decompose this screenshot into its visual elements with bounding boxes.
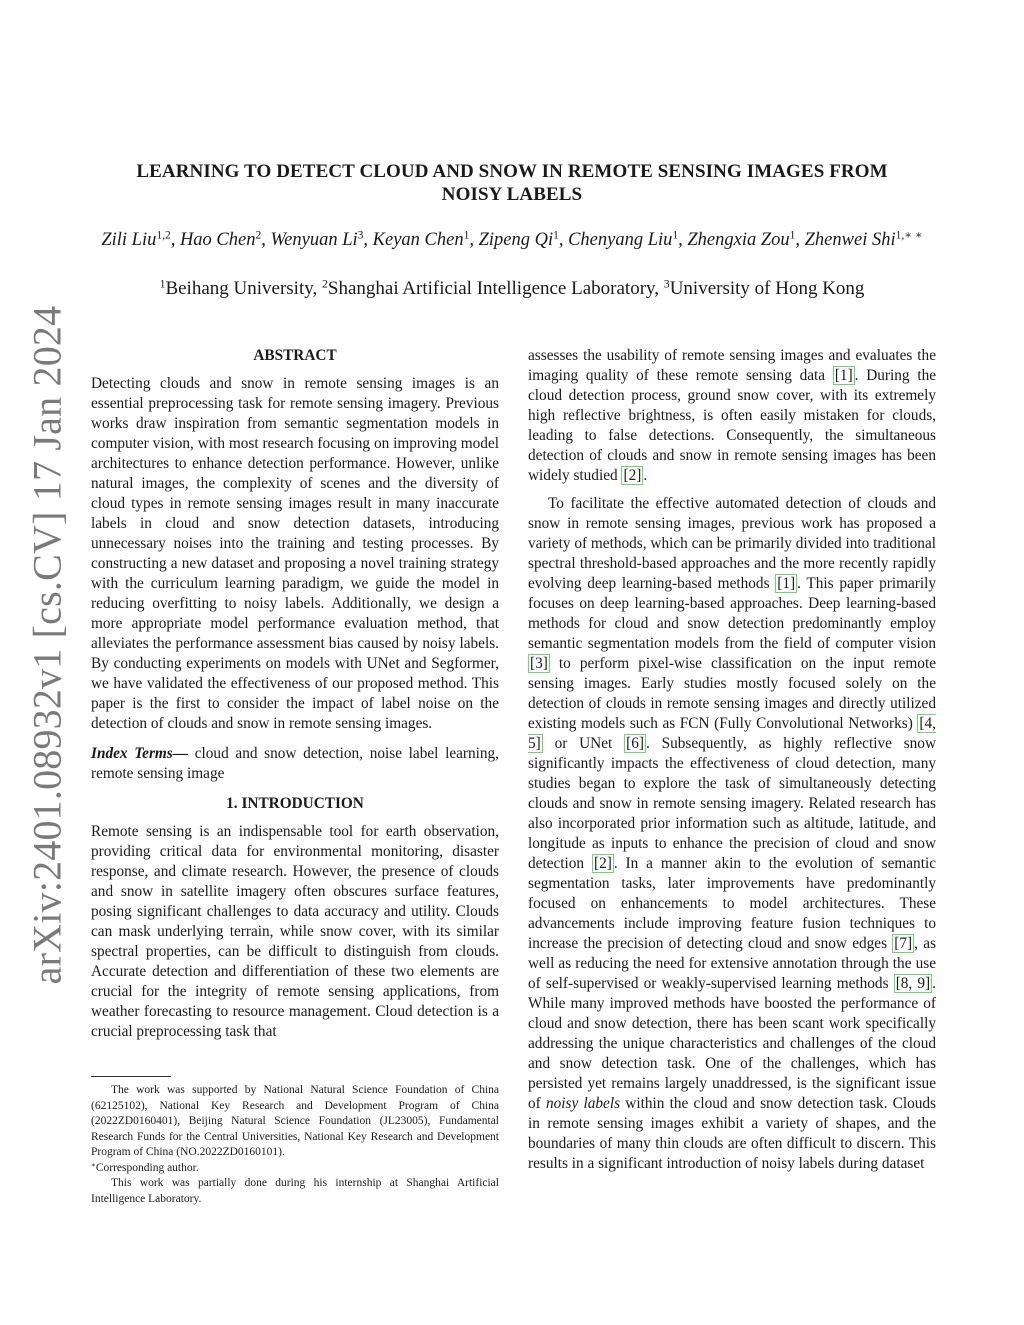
citation-link[interactable]: [4, 5] — [528, 715, 936, 752]
citation-link[interactable]: [1] — [834, 367, 853, 384]
abstract-heading: ABSTRACT — [253, 347, 337, 364]
citation-link[interactable]: [8, 9] — [895, 975, 931, 992]
index-terms — [91, 744, 499, 784]
citation-link[interactable]: [6] — [626, 735, 644, 752]
author: Zhenwei Shi$^{1,∗ ∗}$ — [804, 229, 923, 250]
affiliation: $^3$University of Hong Kong — [663, 277, 865, 299]
author: Hao Chen$^2$, — [179, 229, 271, 250]
author: Keyan Chen$^1$, — [372, 229, 479, 250]
intro-paragraph-1: Remote sensing is an indispensable tool for earth observation, providing critical data for environmental monitoring, disaster response, and climate research. However, the presence of clouds and snow in satellite imagery often obscures surface features, posing significant challenges to data accuracy and utility. Clouds can mask underlying terrain, while snow cover, with its similar spectral properties, can be difficult to distinguish from clouds. Accurate detection and differentiation of these two elements are crucial for the integrity of remote sensing applications, from weather forecasting to resource management. Cloud detection is a crucial preprocessing task that — [91, 823, 499, 1040]
introduction-heading: 1. INTRODUCTION — [226, 795, 364, 812]
title-line-2: NOISY LABELS — [441, 184, 583, 205]
emphasis-noisy-labels: noisy labels — [545, 1095, 621, 1112]
author: Chenyang Liu$^1$, — [568, 229, 688, 250]
author: Zili Liu$^{1,2}$, — [101, 229, 180, 250]
corresponding-footnote: ∗Corresponding author. — [91, 1160, 199, 1174]
right-column — [528, 346, 936, 1174]
citation-link[interactable]: [2] — [623, 467, 642, 484]
footnote-rule — [91, 1076, 171, 1077]
affiliation: $^1$Beihang University, — [159, 277, 322, 299]
paper-title — [110, 160, 914, 206]
funding-footnote: The work was supported by National Natural Science Foundation of China (62125102), National Key Research and Development Program of China (2022ZD0160401), Beijing Natural Science Foundation (JL23005), Fundamental Research Funds for the Central Universities, National Key Research and Development Program of China (NO.2022ZD0160101). — [91, 1084, 499, 1158]
abstract-text: Detecting clouds and snow in remote sensing images is an essential preprocessing task for remote sensing imagery. Previous works draw inspiration from semantic segmentation models in computer vision, with most research focusing on improving model architectures to enhance detection performance. However, unlike natural images, the complexity of scenes and the diversity of cloud types in remote sensing images result in many inaccurate labels in cloud and snow detection datasets, introducing unnecessary noises into the training and testing processes. By constructing a new dataset and proposing a novel training strategy with the curriculum learning paradigm, we guide the model in reducing overfitting to noisy labels. Additionally, we design a more appropriate model performance evaluation method, that alleviates the performance assessment bias caused by noisy labels. By conducting experiments on models with UNet and Segformer, we have validated the effectiveness of our proposed method. This paper is the first to consider the impact of label noise on the detection of clouds and snow in remote sensing images. — [91, 375, 499, 732]
citation-link[interactable]: [1] — [777, 575, 796, 592]
author-list — [40, 230, 984, 251]
footnotes — [91, 1076, 499, 1207]
citation-link[interactable]: [7] — [894, 935, 913, 952]
author: Zipeng Qi$^1$, — [478, 229, 569, 250]
affiliation: $^2$Shanghai Artificial Intelligence Laboratory, — [322, 277, 664, 299]
intro-paragraph-3: To facilitate the effective automated detection of clouds and snow in remote sensing images, previous work has proposed a variety of methods, which can be primarily divided into traditional spectral threshold-based approaches and the more recently rapidly evolving deep learning-based methods [1] . This paper primarily focuses on deep learning-based approaches. Deep learning-based methods for cloud and snow detection predominantly employ semantic segmentation models from the field of computer vision [3] to perform pixel-wise classification on the input remote sensing images. Early studies mostly focused solely on the detection of clouds in remote sensing images and directly utilized existing models such as FCN (Fully Convolutional Networks) [4, 5] or UNet [6] . Subsequently, as highly reflective snow significantly impacts the effectiveness of cloud detection, many studies began to explore the task of simultaneously detecting clouds and snow in remote sensing imagery. Related research has also incorporated prior information such as altitude, latitude, and longitude as inputs to enhance the precision of cloud and snow detection [2] . In a manner akin to the evolution of semantic segmentation tasks, later improvements have predominantly focused on enhancements to model architectures. These advancements include improving feature fusion techniques to increase the precision of detecting cloud and snow edges [7] , as well as reducing the need for extensive annotation through the use of self-supervised or weakly-supervised learning methods [8, 9] . While many improved methods have boosted the performance of cloud and snow detection, there has been scant work specifically addressing the unique characteristics and challenges of the cloud and snow detection task. One of the challenges, which has persisted yet remains largely unaddressed, is the significant issue of noisy labels within the cloud and snow detection task. Clouds in remote sensing images exhibit a variety of shapes, and the boundaries of many thin clouds are often difficult to discern. This results in a significant introduction of noisy labels during dataset — [528, 495, 936, 1172]
arxiv-identifier: arXiv:2401.08932v1 [cs.CV] 17 Jan 2024 — [24, 305, 70, 985]
left-column — [91, 346, 499, 1042]
citation-link[interactable]: [3] — [530, 655, 548, 672]
title-line-1: LEARNING TO DETECT CLOUD AND SNOW IN REMOTE SENSING IMAGES FROM — [136, 161, 888, 182]
author: Wenyuan Li$^3$, — [270, 229, 373, 250]
author: Zhengxia Zou$^1$, — [687, 229, 805, 250]
index-terms-text: cloud and snow detection, noise label learning, remote sensing image — [91, 745, 500, 782]
intro-paragraph-2: assesses the usability of remote sensing images and evaluates the imaging quality of these remote sensing data [1] . During the cloud detection process, ground snow cover, with its extremely high reflective brightness, is often easily mistaken for clouds, leading to false detections. Consequently, the simultaneous detection of clouds and snow in remote sensing images has been widely studied [2] . — [528, 347, 937, 484]
affiliation-list — [40, 278, 984, 300]
internship-footnote: This work was partially done during his internship at Shanghai Artificial Intelligence Laboratory. — [91, 1177, 499, 1205]
index-terms-label: Index Terms— — [91, 745, 189, 762]
citation-link[interactable]: [2] — [593, 855, 612, 872]
